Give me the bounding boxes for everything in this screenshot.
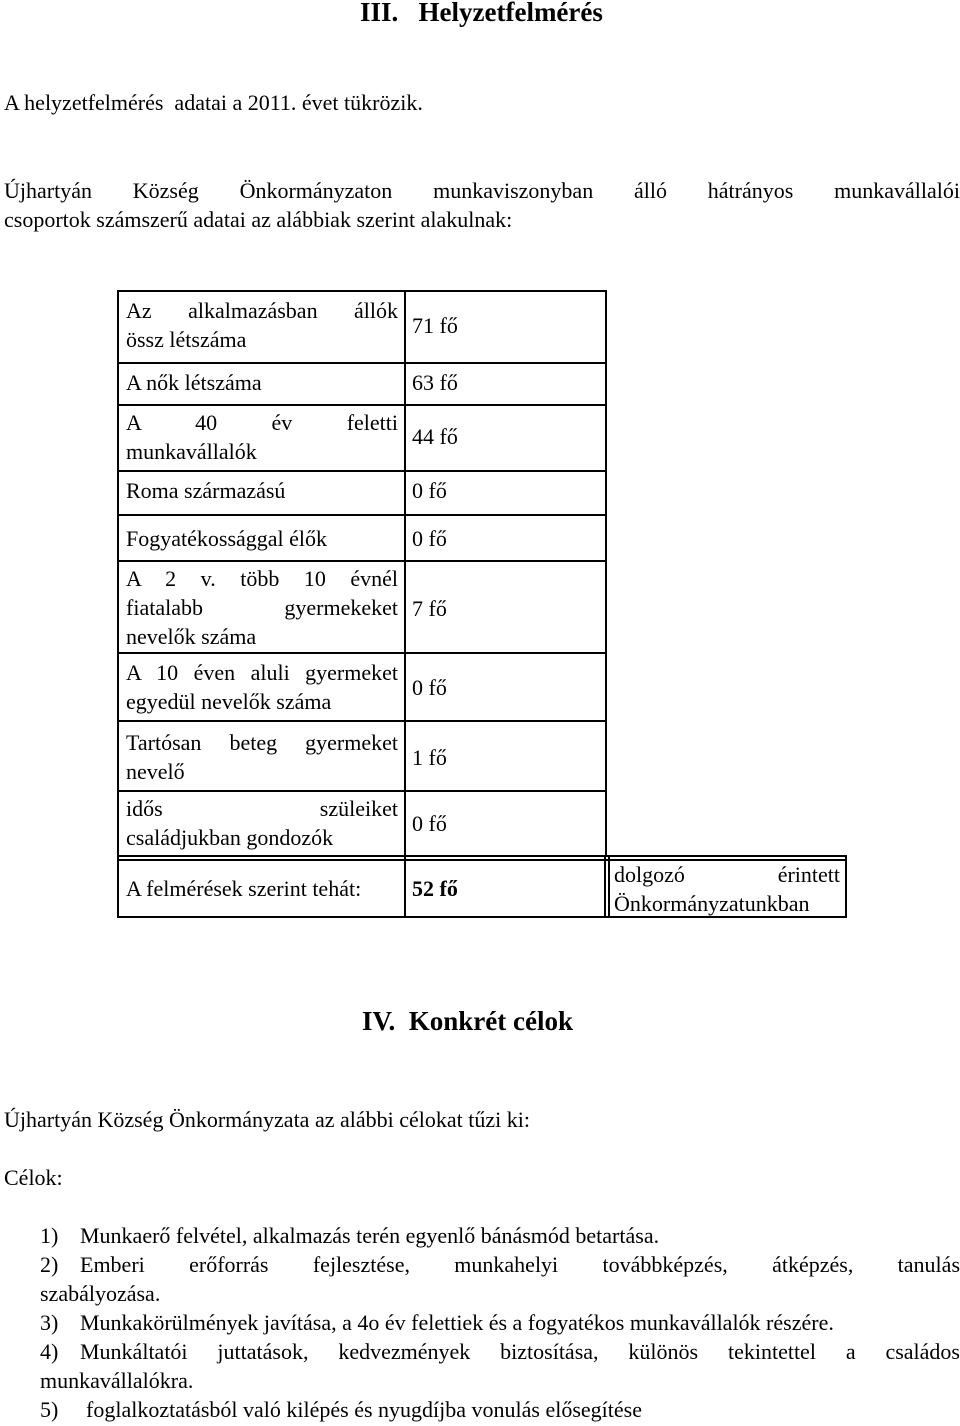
table-row [126,408,398,466]
row-label: A 10 éven aluli gyermeket [126,660,398,685]
row-label: egyedül nevelők száma [126,689,332,714]
list-item [40,1250,960,1279]
row-value: 0 fő [412,526,447,551]
list-item-number: 4) [40,1339,59,1364]
table-row [126,368,398,397]
table-row-divider [117,514,607,516]
list-item-number: 3) [40,1310,59,1335]
list-item-number: 1) [40,1223,59,1248]
summary-divider [608,855,610,918]
description-line-2: csoportok számszerű adatai az alábbiak szerint alakulnak: [4,207,513,232]
row-label: A nők létszáma [126,370,262,395]
list-item [40,1221,960,1250]
row-label: A 40 év feletti [126,410,398,435]
row-label: Fogyatékossággal élők [126,526,328,551]
table-row-divider [117,560,607,562]
table-row [126,476,398,505]
row-label: össz létszáma [126,327,247,352]
summary-note [614,860,840,918]
row-value: 71 fő [412,313,458,338]
list-item-continuation: munkavállalókra. [40,1368,194,1393]
section-title-helyzetfelmeres: III. Helyzetfelmérés [360,0,603,27]
table-row-divider [117,362,607,364]
row-label: családjukban gondozók [126,825,334,850]
summary-divider [604,855,606,918]
description-paragraph [4,176,960,234]
table-row-divider [117,470,607,472]
row-value: 44 fő [412,424,458,449]
table-row [126,564,398,651]
list-item [40,1308,960,1337]
row-label: nevelők száma [126,624,257,649]
list-item-text: Emberi erőforrás fejlesztése, munkahelyi továbbképzés, átképzés, tanulás [80,1252,960,1277]
table-row-divider [117,790,607,792]
row-label: A 2 v. több 10 évnél [126,566,398,591]
summary-value: 52 fő [412,876,458,901]
row-value: 0 fő [412,811,447,836]
table-row-divider [117,652,607,654]
table-row [126,296,398,354]
row-label: Tartósan beteg gyermeket [126,730,398,755]
list-item-continuation: szabályozása. [40,1281,161,1306]
table-row [126,728,398,786]
list-item-text: foglalkoztatásból való kilépés és nyugdíjba vonulás elősegítése [86,1397,642,1422]
row-label: fiatalabb gyermekeket [126,595,398,620]
row-label: idős szüleiket [126,796,398,821]
table-row [126,794,398,852]
list-item-number: 5) [40,1397,59,1422]
list-item-number: 2) [40,1252,59,1277]
summary-note-line: Önkormányzatunkban [614,891,810,916]
row-value: 63 fő [412,370,458,395]
table-row [126,524,398,553]
summary-divider [404,855,406,918]
table-row-divider [117,404,607,406]
section-title-konkret-celok: IV. Konkrét célok [362,1006,574,1036]
summary-label: A felmérések szerint tehát: [126,876,362,901]
row-label: Roma származású [126,478,286,503]
goals-intro: Újhartyán Község Önkormányzata az alábbi célokat tűzi ki: [4,1107,530,1132]
summary-note-line: dolgozó érintett [614,862,840,887]
table-row-divider [117,720,607,722]
list-item-text: Munkáltatói juttatások, kedvezmények biztosítása, különös tekintettel a családos [80,1339,960,1364]
table-column-divider [404,290,406,857]
list-item [40,1395,960,1424]
row-label: nevelő [126,759,185,784]
intro-paragraph: A helyzetfelmérés adatai a 2011. évet tükrözik. [4,90,423,115]
row-value: 7 fő [412,596,447,621]
goals-list [40,1221,960,1424]
row-label: Az alkalmazásban állók [126,298,398,323]
list-item-text: Munkakörülmények javítása, a 4o év felettiek és a fogyatékos munkavállalók részére. [80,1310,834,1335]
row-value: 0 fő [412,675,447,700]
row-value: 0 fő [412,478,447,503]
row-value: 1 fő [412,745,447,770]
description-line-1: Újhartyán Község Önkormányzaton munkaviszonyban álló hátrányos munkavállalói [4,178,960,203]
list-item-text: Munkaerő felvétel, alkalmazás terén egyenlő bánásmód betartása. [80,1223,660,1248]
goals-label: Célok: [4,1165,63,1190]
table-row [126,658,398,716]
list-item [40,1337,960,1366]
row-label: munkavállalók [126,439,257,464]
